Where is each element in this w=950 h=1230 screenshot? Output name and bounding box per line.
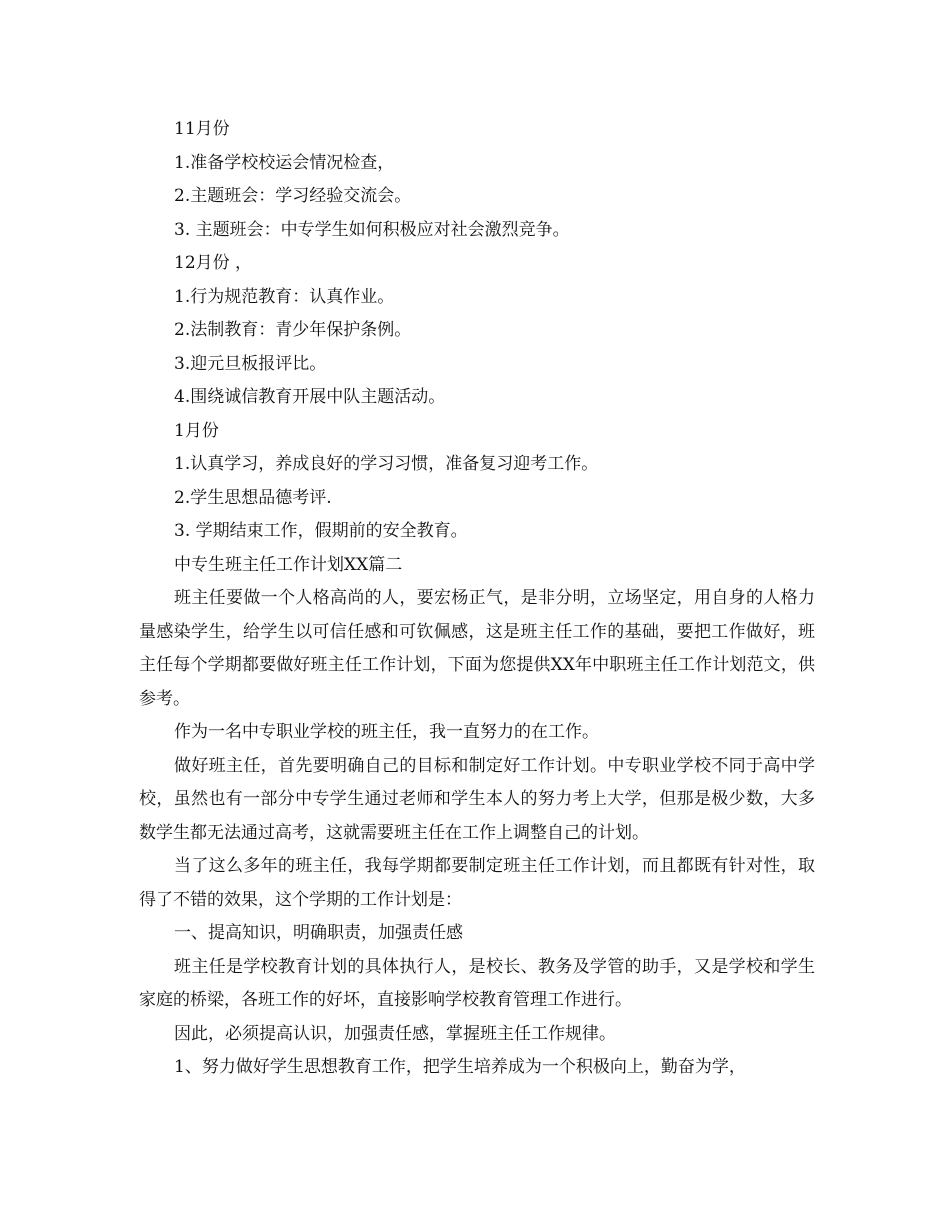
month-heading-december: 12月份 ， [174, 253, 253, 273]
paragraph: 作为一名中专职业学校的班主任，我一直努力的在工作。 [174, 722, 599, 742]
list-item: 1.准备学校校运会情况检查， [174, 152, 395, 173]
paragraph: 班主任是学校教育计划的具体执行人，是校长、教务及学管的助手，又是学校和学生家庭的桥梁，各班工作的好坏，直接影响学校教育管理工作进行。 [139, 956, 815, 1010]
list-item: 4.围绕诚信教育开展中队主题活动。 [174, 387, 446, 407]
paragraph: 1、努力做好学生思想教育工作，把学生培养成为一个积极向上，勤奋为学， [174, 1057, 746, 1077]
list-item: 3. 学期结束工作，假期前的安全教育。 [174, 521, 468, 541]
paragraph: 因此，必须提高认识，加强责任感，掌握班主任工作规律。 [174, 1023, 616, 1044]
list-item: 3.迎元旦板报评比。 [174, 353, 327, 374]
paragraph: 班主任要做一个人格高尚的人，要宏杨正气，是非分明，立场坚定，用自身的人格力量感染学生，给学生以可信任感和可钦佩感，这是班主任工作的基础，要把工作做好，班主任每个学期都要做好班主任工作计划，下面为您提供XX年中职班主任工作计划范文，供参考。 [139, 588, 815, 709]
document-body [139, 113, 815, 1085]
subheading: 一、提高知识，明确职责，加强责任感 [174, 923, 463, 943]
paragraph: 当了这么多年的班主任，我每学期都要制定班主任工作计划，而且都既有针对性，取得了不错的效果，这个学期的工作计划是： [139, 856, 815, 910]
list-item: 1.认真学习，养成良好的学习习惯，准备复习迎考工作。 [174, 454, 599, 474]
month-heading-november: 11月份 [174, 119, 230, 139]
list-item: 2.法制教育：青少年保护条例。 [174, 320, 412, 340]
section-title: 中专生班主任工作计划XX篇二 [174, 554, 403, 575]
month-heading-january: 1月份 [174, 420, 219, 441]
list-item: 1.行为规范教育：认真作业。 [174, 286, 395, 307]
list-item: 2.主题班会：学习经验交流会。 [174, 186, 412, 206]
list-item: 2.学生思想品德考评. [174, 487, 332, 508]
list-item: 3. 主题班会：中专学生如何积极应对社会激烈竞争。 [174, 219, 570, 240]
paragraph: 做好班主任，首先要明确自己的目标和制定好工作计划。中专职业学校不同于高中学校，虽然也有一部分中专学生通过老师和学生本人的努力考上大学，但那是极少数，大多数学生都无法通过高考，这就需要班主任在工作上调整自己的计划。 [139, 755, 815, 843]
